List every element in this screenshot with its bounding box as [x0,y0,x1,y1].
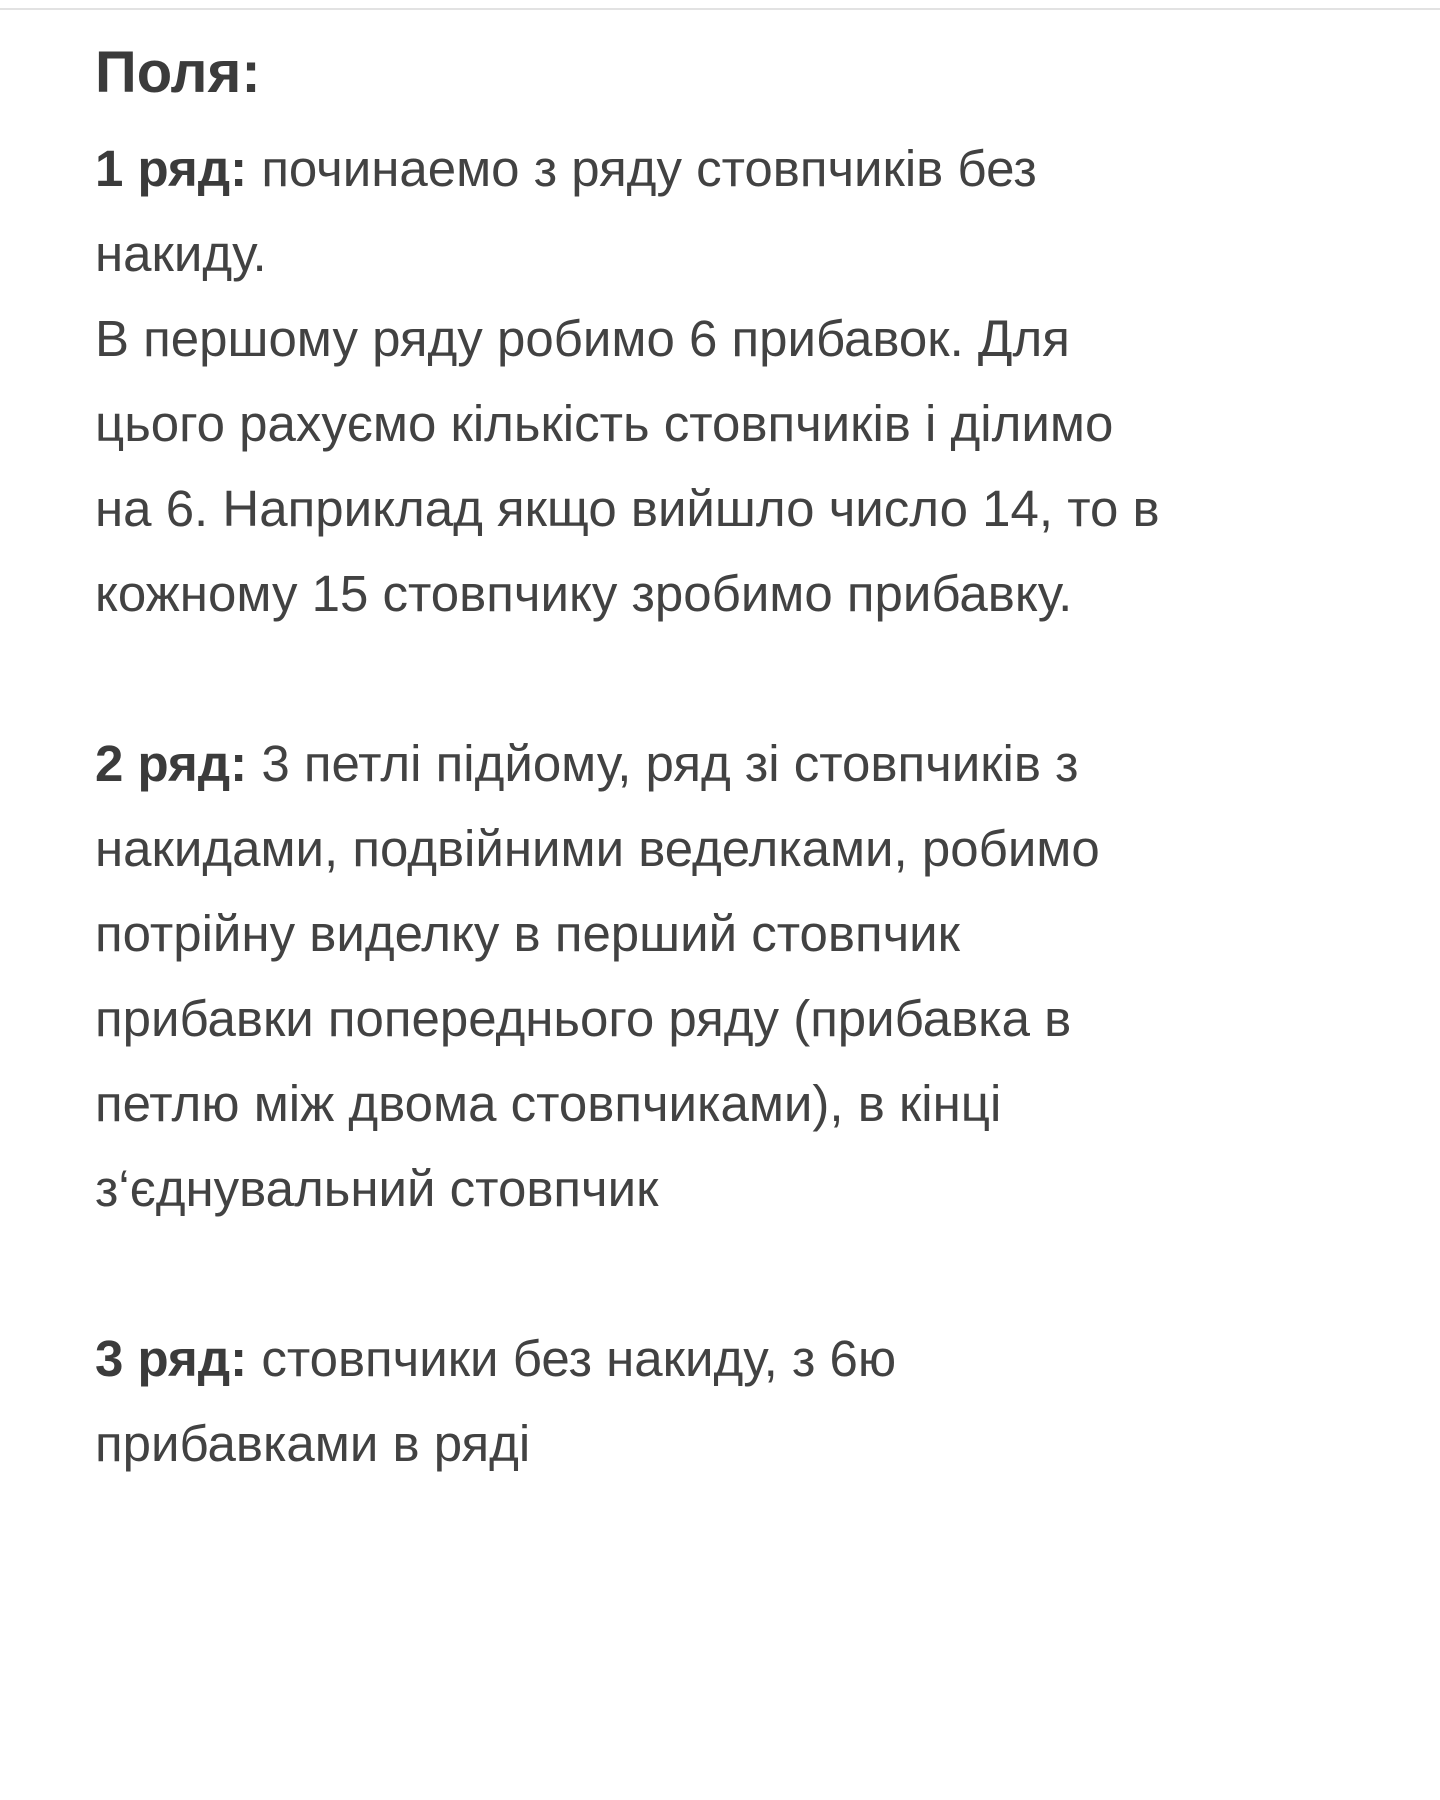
row-2-text-line: 3 петлі підйому, ряд зі стовпчиків з [261,735,1079,792]
row-1-text-line: кожному 15 стовпчику зробимо прибавку. [95,565,1073,622]
row-3-line-1 [95,1316,1375,1401]
paragraph-spacer [95,1231,1375,1316]
row-2-text-line: прибавки попереднього ряду (прибавка в [95,990,1072,1047]
row-3-text-line: стовпчики без накиду, з 6ю [261,1330,897,1387]
row-1-text-line: починаемо з ряду стовпчиків без [261,140,1037,197]
row-3-text-line: прибавками в ряді [95,1415,531,1472]
row-2-label: 2 ряд: [95,735,248,792]
row-2-text-line: з‘єднувальний стовпчик [95,1160,659,1217]
row-1-text-line: В першому ряду робимо 6 прибавок. Для [95,310,1070,367]
row-2-text-line: потрійну виделку в перший стовпчик [95,905,960,962]
row-1-text-line: цього рахуємо кількість стовпчиків і ділимо [95,395,1114,452]
document-body [95,28,1375,1486]
row-1-label: 1 ряд: [95,140,248,197]
row-3-paragraph [95,1316,1375,1486]
top-divider [0,8,1440,10]
paragraph-spacer [95,636,1375,721]
row-1-text-line: на 6. Наприклад якщо вийшло число 14, то в [95,480,1160,537]
row-2-text-line: накидами, подвійними веделками, робимо [95,820,1100,877]
row-3-label: 3 ряд: [95,1330,248,1387]
row-2-text-line: петлю між двома стовпчиками), в кінці [95,1075,1002,1132]
row-2-paragraph [95,721,1375,1231]
row-2-line-1 [95,721,1375,806]
page-title: Поля: [95,40,261,105]
row-1-line-1 [95,126,1375,211]
row-1-text-line: накиду. [95,225,267,282]
row-1-paragraph [95,126,1375,636]
